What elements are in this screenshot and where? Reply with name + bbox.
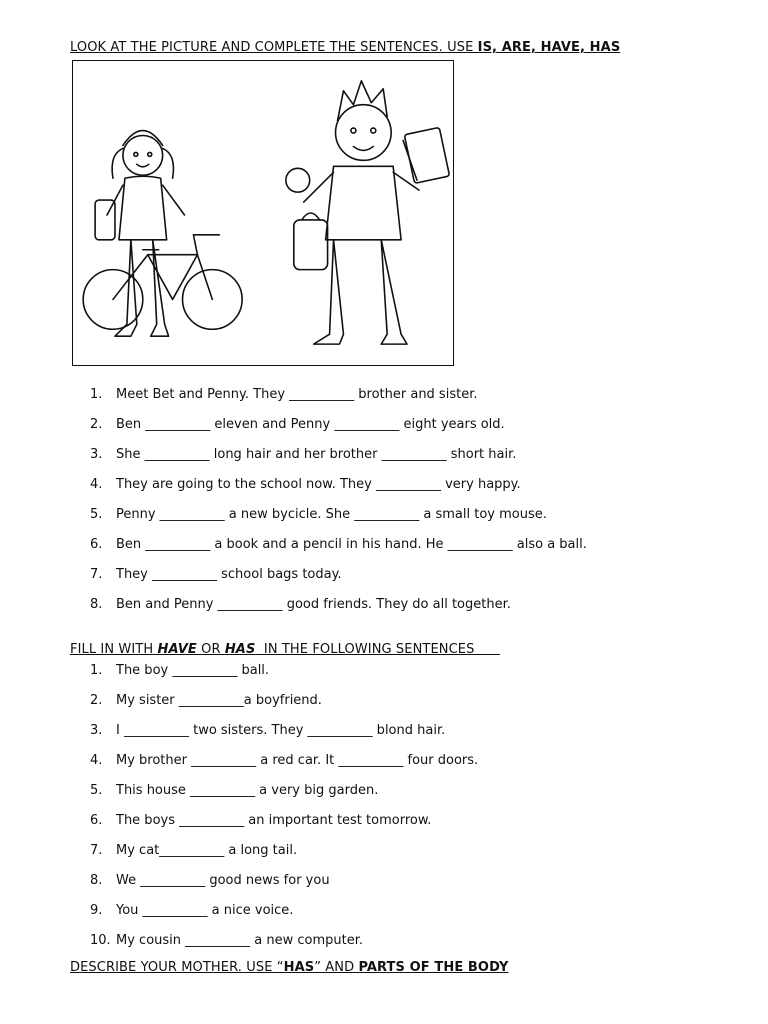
item-sentence: The boy __________ ball. (116, 663, 270, 678)
item-sentence: My cousin __________ a new computer. (116, 933, 364, 948)
children-with-bike-illustration (73, 61, 453, 365)
item-number: 5. (90, 507, 103, 522)
section-3-heading-text-a: DESCRIBE YOUR MOTHER. USE “ (70, 960, 284, 975)
list-item (90, 566, 587, 596)
item-number: 2. (90, 417, 103, 432)
list-item (90, 782, 478, 812)
item-sentence: Ben __________ a book and a pencil in his hand. He __________ also a ball. (116, 537, 587, 552)
section-1-heading (70, 40, 620, 55)
section-3-heading (70, 960, 509, 975)
section-1-list (70, 386, 587, 626)
section-2-heading-text-a: FILL IN WITH (70, 642, 158, 657)
item-number: 1. (90, 663, 103, 678)
item-sentence: The boys __________ an important test tomorrow. (116, 813, 432, 828)
item-number: 10. (90, 933, 111, 948)
list-item (90, 536, 587, 566)
section-2-list (70, 662, 478, 962)
list-item (90, 596, 587, 626)
item-sentence: Ben and Penny __________ good friends. They do all together. (116, 597, 511, 612)
item-sentence: My brother __________ a red car. It __________ four doors. (116, 753, 479, 768)
item-number: 5. (90, 783, 103, 798)
item-sentence: We __________ good news for you (116, 873, 330, 888)
list-item (90, 416, 587, 446)
item-sentence: Penny __________ a new bycicle. She __________ a small toy mouse. (116, 507, 547, 522)
item-sentence: I __________ two sisters. They __________ blond hair. (116, 723, 446, 738)
list-item (90, 386, 587, 416)
item-number: 1. (90, 387, 103, 402)
item-number: 8. (90, 597, 103, 612)
item-sentence: They __________ school bags today. (116, 567, 342, 582)
list-item (90, 662, 478, 692)
item-number: 7. (90, 843, 103, 858)
item-number: 8. (90, 873, 103, 888)
item-number: 4. (90, 477, 103, 492)
item-sentence: They are going to the school now. They __________ very happy. (116, 477, 521, 492)
item-number: 6. (90, 537, 103, 552)
list-item (90, 752, 479, 782)
item-sentence: She __________ long hair and her brother __________ short hair. (116, 447, 517, 462)
list-item (90, 842, 478, 872)
list-item (90, 506, 587, 536)
item-sentence: My cat__________ a long tail. (116, 843, 298, 858)
item-sentence: You __________ a nice voice. (116, 903, 294, 918)
section-2-heading-text-e: IN THE FOLLOWING SENTENCES (255, 642, 500, 657)
section-2-heading-has: HAS (224, 642, 256, 657)
item-number: 7. (90, 567, 103, 582)
section-2-heading-text-c: OR (196, 642, 225, 657)
section-2-heading (70, 642, 500, 657)
item-number: 4. (90, 753, 103, 768)
item-sentence: My sister __________a boyfriend. (116, 693, 322, 708)
list-item (90, 446, 587, 476)
list-item (90, 932, 478, 962)
item-number: 3. (90, 723, 103, 738)
section-3-heading-parts: PARTS OF THE BODY (358, 960, 509, 975)
section-3-heading-text-c: ” AND (314, 960, 359, 975)
item-sentence: This house __________ a very big garden. (116, 783, 379, 798)
section-3-heading-has: HAS (283, 960, 315, 975)
item-number: 2. (90, 693, 103, 708)
item-sentence: Ben __________ eleven and Penny __________ eight years old. (116, 417, 505, 432)
section-1-heading-keywords: IS, ARE, HAVE, HAS (477, 40, 621, 55)
item-sentence: Meet Bet and Penny. They __________ brother and sister. (116, 387, 478, 402)
list-item (90, 812, 478, 842)
item-number: 9. (90, 903, 103, 918)
item-number: 3. (90, 447, 103, 462)
list-item (90, 722, 478, 752)
list-item (90, 902, 478, 932)
item-number: 6. (90, 813, 103, 828)
list-item (90, 872, 478, 902)
section-1-heading-text: LOOK AT THE PICTURE AND COMPLETE THE SENTENCES. USE (70, 40, 478, 55)
section-2-heading-have: HAVE (157, 642, 197, 657)
list-item (90, 476, 587, 506)
list-item (90, 692, 478, 722)
illustration-children (72, 60, 454, 366)
